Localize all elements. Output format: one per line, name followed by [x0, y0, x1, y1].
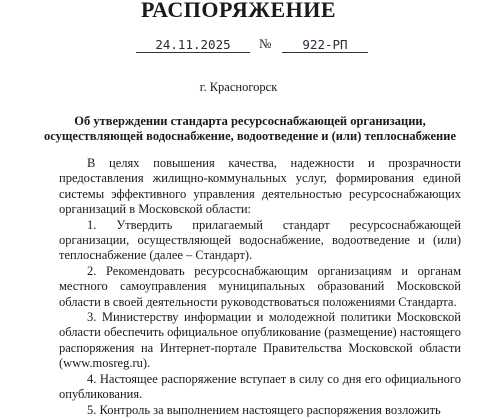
preamble-paragraph: В целях повышения качества, надежности и прозрачности предоставления жилищно-коммунальных услуг, формирования единой системы эффективного управления деятельностью ресурсоснабжающих организаций в Московской области: [59, 156, 461, 217]
document-date: 24.11.2025 [155, 37, 231, 52]
clause-paragraph-1: 1. Утвердить прилагаемый стандарт ресурсоснабжающей организации, осуществляющей водоснабжение, водоотведение и (или) теплоснабжение (далее – Стандарт). [59, 217, 461, 263]
registration-line [130, 37, 370, 53]
clause-paragraph-3: 3. Министерству информации и молодежной политики Московской области обеспечить официальное опубликование (размещение) настоящего распоряжения на Интернет-портале Правительства Московской области (www.mosreg.ru). [59, 310, 461, 371]
clause-paragraph-4: 4. Настоящее распоряжение вступает в силу со дня его официального опубликования. [59, 371, 461, 402]
number-underline [282, 52, 368, 53]
document-title: РАСПОРЯЖЕНИЕ [140, 0, 337, 22]
document-number: 922-РП [302, 37, 348, 52]
document-city: г. Красногорск [199, 80, 278, 94]
clause-paragraph-2: 2. Рекомендовать ресурсоснабжающим организациям и органам местного самоуправления муниципальных образований Московской области в своей деятельности руководствоваться положениями Стандарта. [59, 263, 461, 309]
date-underline [136, 52, 250, 53]
clause-paragraph-5: 5. Контроль за выполнением настоящего распоряжения возложить [87, 402, 441, 417]
document-subject: Об утверждении стандарта ресурсоснабжающей организации, осуществляющей водоснабжение, водоотведение и (или) теплоснабжение [43, 114, 456, 143]
number-label: № [259, 36, 272, 51]
document-body [59, 156, 461, 418]
